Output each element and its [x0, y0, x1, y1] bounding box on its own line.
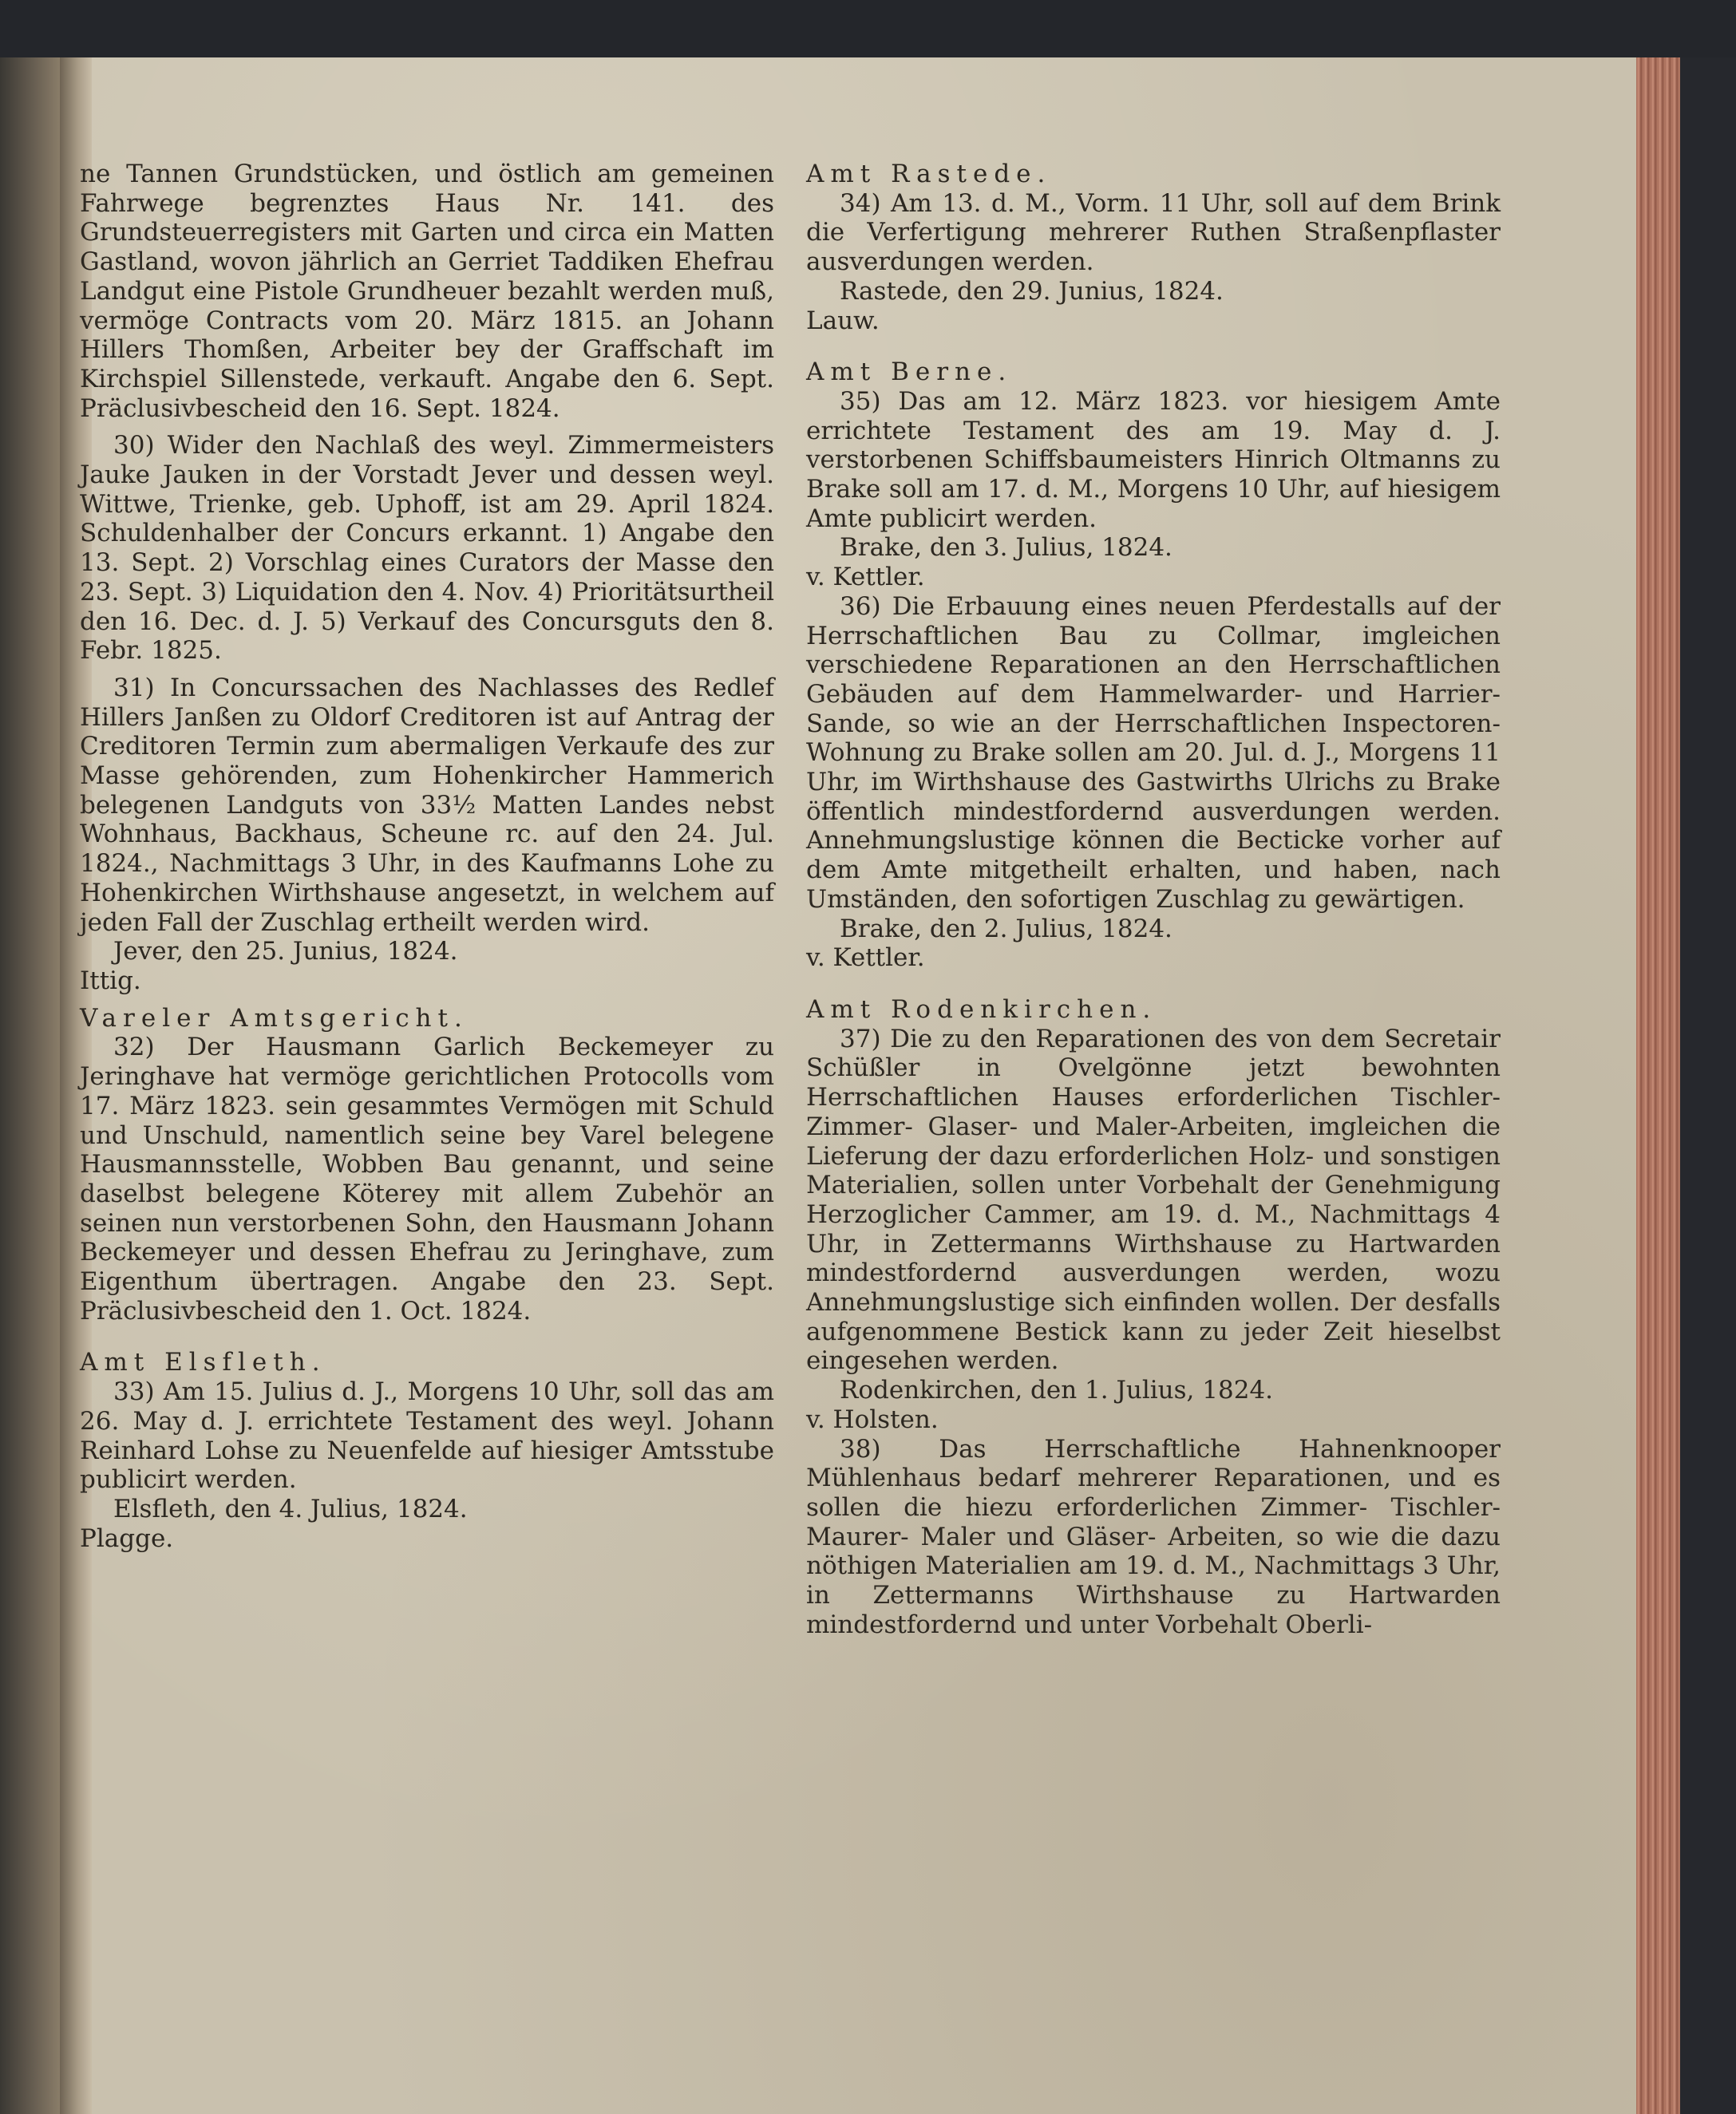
heading-amt-elsfleth: Amt Elsfleth. — [80, 1348, 326, 1377]
notice-35: 35) Das am 12. März 1823. vor hiesigem Amte errichtete Testament des am 19. May d. J. verstorbenen Schiffsbaumeisters Hinrich Oltmanns zu Brake soll am 17. d. M., Morgens 10 Uhr, auf hiesigem Amte publicirt werden. — [806, 386, 1501, 533]
date-elsfleth: Elsfleth, den 4. Julius, 1824. — [113, 1494, 468, 1523]
signature-ittig: Ittig. — [80, 966, 141, 995]
notice-30: 30) Wider den Nachlaß des weyl. Zimmermeisters Jauke Jauken in der Vorstadt Jever und dessen weyl. Wittwe, Trienke, geb. Uphoff, ist am 29. April 1824. Schuldenhalber der Concurs erkannt. 1) Angabe den 13. Sept. 2) Vorschlag eines Curators der Masse den 23. Sept. 3) Liquidation den 4. Nov. 4) Prioritätsurtheil den 16. Dec. d. J. 5) Verkauf des Concursguts den 8. Febr. 1825. — [80, 431, 774, 666]
previous-page-edge — [0, 57, 60, 2114]
scan-frame-top — [0, 0, 1736, 57]
signature-holsten: v. Holsten. — [806, 1405, 939, 1434]
signature-lauw: Lauw. — [806, 306, 880, 335]
signature-kettler-2: v. Kettler. — [806, 943, 925, 973]
date-rodenkirchen: Rodenkirchen, den 1. Julius, 1824. — [840, 1376, 1274, 1405]
heading-amt-rastede: Amt Rastede. — [806, 160, 1052, 188]
heading-amt-berne: Amt Berne. — [806, 358, 1013, 387]
date-brake-1: Brake, den 3. Julius, 1824. — [840, 533, 1172, 563]
heading-amt-rodenkirchen: Amt Rodenkirchen. — [806, 994, 1157, 1024]
date-rastede: Rastede, den 29. Junius, 1824. — [840, 276, 1224, 306]
notice-33: 33) Am 15. Julius d. J., Morgens 10 Uhr, soll das am 26. May d. J. errichtete Testament des weyl. Johann Reinhard Lohse zu Neuenfelde auf hiesiger Amtsstube publicirt werden. — [80, 1377, 774, 1495]
page-edges — [1636, 57, 1680, 2114]
right-column — [806, 160, 1501, 1639]
notice-37: 37) Die zu den Reparationen des von dem Secretair Schüßler in Ovelgönne jetzt bewohnten Herrschaftlichen Hauses erforderlichen Tischler- Zimmer- Glaser- und Maler-Arbeiten, imgleichen die Lieferung der dazu erforderlichen Holz- und sonstigen Materialien, sollen unter Vorbehalt der Genehmigung Herzoglicher Cammer, am 19. d. M., Nachmittags 4 Uhr, in Zettermanns Wirthshause zu Hartwarden mindestfordernd ausverdungen werden, wozu Annehmungslustige sich einfinden wollen. Der desfalls aufgenommene Bestick kann zu jeder Zeit hieselbst eingesehen werden. — [806, 1024, 1501, 1376]
notice-continuation: ne Tannen Grundstücken, und östlich am gemeinen Fahrwege begrenztes Haus Nr. 141. des Grundsteuerregisters mit Garten und circa ein Matten Gastland, wovon jährlich an Gerriet Taddiken Ehefrau Landgut eine Pistole Grundheuer bezahlt werden muß, vermöge Contracts vom 20. März 1815. an Johann Hillers Thomßen, Arbeiter bey der Graffschaft im Kirchspiel Sillenstede, verkauft. Angabe den 6. Sept. Präclusivbescheid den 16. Sept. 1824. — [80, 160, 774, 423]
signature-kettler-1: v. Kettler. — [806, 563, 925, 592]
date-jever: Jever, den 25. Junius, 1824. — [113, 937, 458, 966]
notice-38: 38) Das Herrschaftliche Hahnenknooper Mühlenhaus bedarf mehrerer Reparationen, und es sollen die hiezu erforderlichen Zimmer- Tischler- Maurer- Maler und Gläser- Arbeiten, so wie die dazu nöthigen Materialien am 19. d. M., Nachmittags 3 Uhr, in Zettermanns Wirthshause zu Hartwarden mindestfordernd und unter Vorbehalt Oberli- — [806, 1434, 1501, 1639]
scan-frame-right — [1680, 57, 1736, 2114]
left-column — [80, 160, 774, 1553]
heading-vareler-amtsgericht: Vareler Amtsgericht. — [80, 1003, 469, 1033]
signature-plagge: Plagge. — [80, 1523, 174, 1553]
date-brake-2: Brake, den 2. Julius, 1824. — [840, 914, 1172, 943]
notice-31: 31) In Concurssachen des Nachlasses des Redlef Hillers Janßen zu Oldorf Creditoren ist auf Antrag der Creditoren Termin zum abermaligen Verkaufe des zur Masse gehörenden, zum Hohenkircher Hammerich belegenen Landguts von 33½ Matten Landes nebst Wohnhaus, Backhaus, Scheune rc. auf den 24. Jul. 1824., Nachmittags 3 Uhr, in des Kaufmanns Lohe zu Hohenkirchen Wirthshause angesetzt, in welchem auf jeden Fall der Zuschlag ertheilt werden wird. — [80, 673, 774, 937]
notice-32: 32) Der Hausmann Garlich Beckemeyer zu Jeringhave hat vermöge gerichtlichen Protocolls vom 17. März 1823. sein gesammtes Vermögen mit Schuld und Unschuld, namentlich seine bey Varel belegene Hausmannsstelle, Wobben Bau genannt, und seine daselbst belegene Köterey mit allem Zubehör an seinen nun verstorbenen Sohn, den Hausmann Johann Beckemeyer und dessen Ehefrau zu Jeringhave, zum Eigenthum übertragen. Angabe den 23. Sept. Präclusivbescheid den 1. Oct. 1824. — [80, 1033, 774, 1326]
notice-34: 34) Am 13. d. M., Vorm. 11 Uhr, soll auf dem Brink die Verfertigung mehrerer Ruthen Straßenpflaster ausverdungen werden. — [806, 188, 1501, 277]
notice-36: 36) Die Erbauung eines neuen Pferdestalls auf der Herrschaftlichen Bau zu Collmar, imgleichen verschiedene Reparationen an den Herrschaftlichen Gebäuden auf dem Hammelwarder- und Harrier-Sande, so wie an der Herrschaftlichen Inspectoren-Wohnung zu Brake sollen am 20. Jul. d. J., Morgens 11 Uhr, im Wirthshause des Gastwirths Ulrichs zu Brake öffentlich mindestfordernd ausverdungen werden. Annehmungslustige können die Bесticke vorher auf dem Amte mitgetheilt erhalten, und haben, nach Umständen, den sofortigen Zuschlag zu gewärtigen. — [806, 591, 1501, 914]
